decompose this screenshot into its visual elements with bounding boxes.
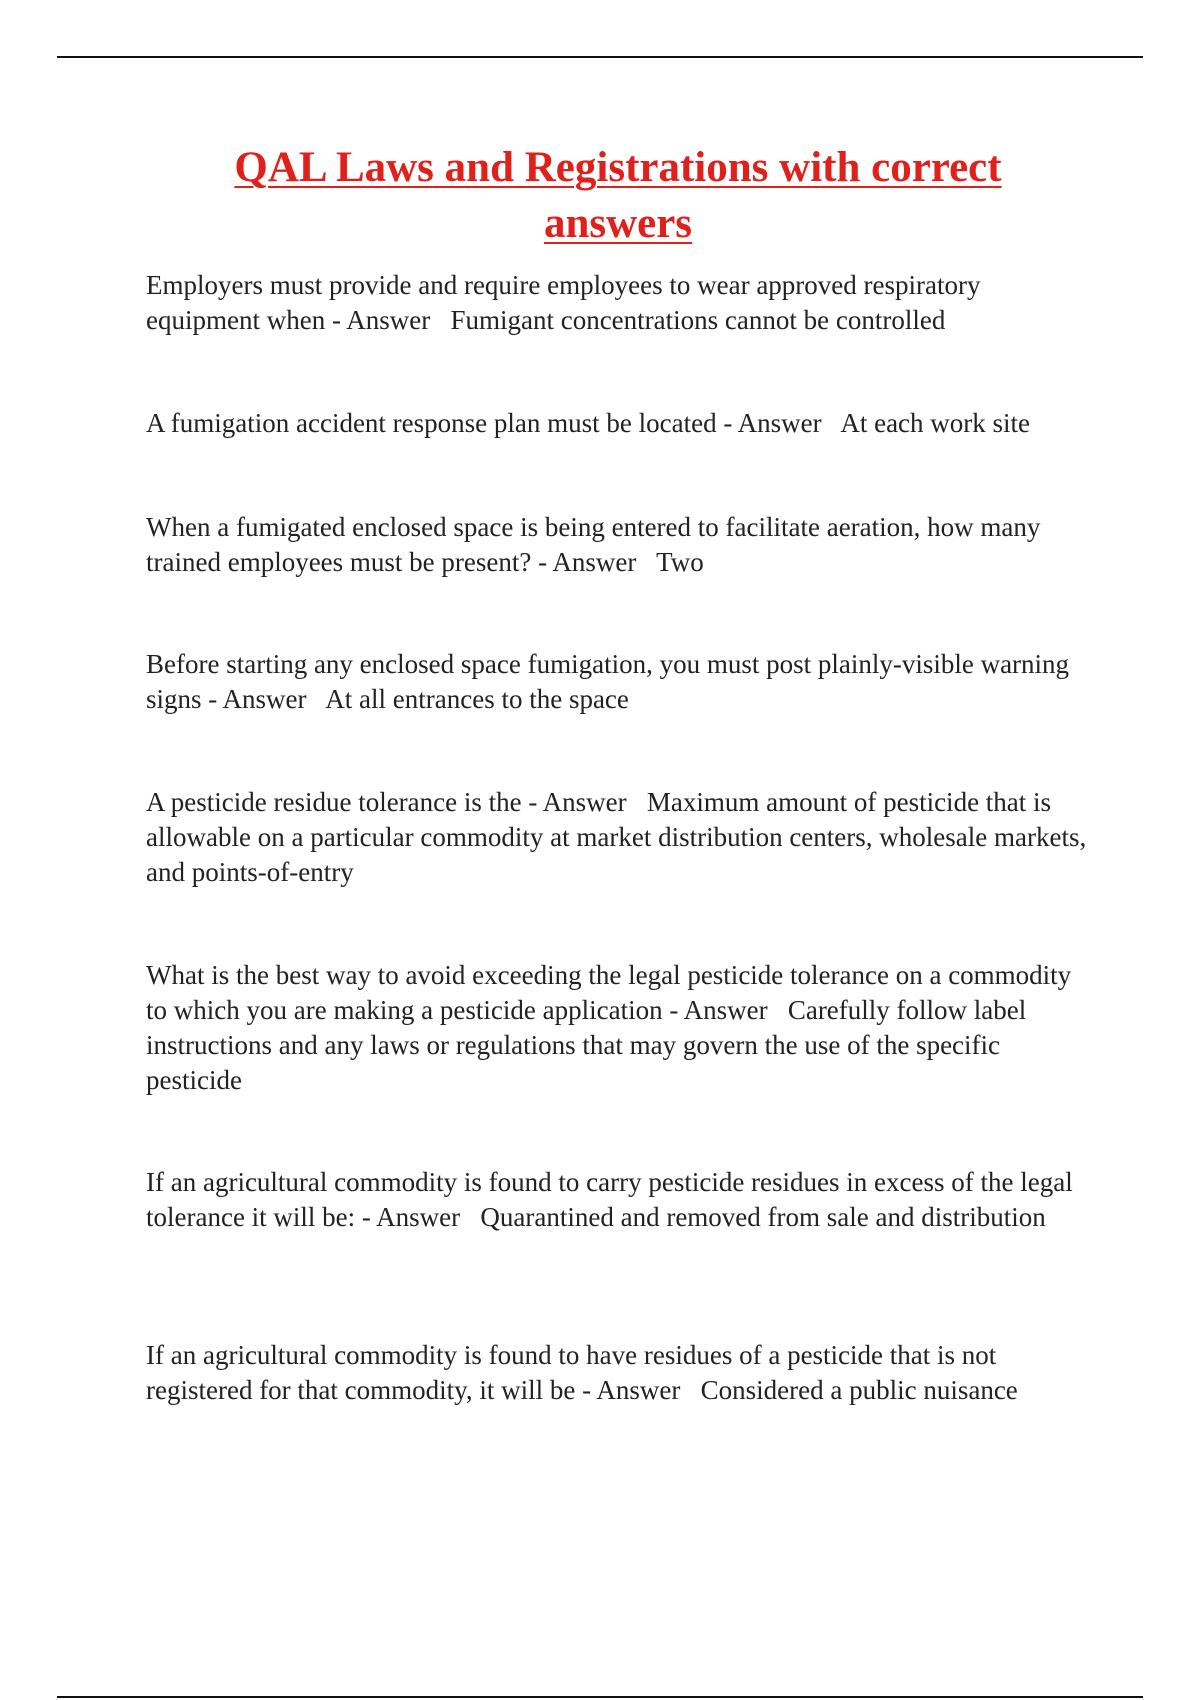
question-text: A pesticide residue tolerance is the — [146, 787, 522, 817]
answer-separator: - Answer — [716, 408, 841, 438]
answer-text: Considered a public nuisance — [700, 1375, 1018, 1405]
answer-text: Quarantined and removed from sale and distribution — [480, 1202, 1046, 1232]
answer-separator: - Answer — [662, 995, 788, 1025]
question-text: What is the best way to avoid exceeding the legal pesticide tolerance on a commodity to which you are making a pesticide application — [146, 960, 1072, 1025]
answer-separator: - Answer — [575, 1375, 701, 1405]
answer-separator: - Answer — [531, 547, 657, 577]
answer-separator: - Answer — [325, 305, 451, 335]
answer-text: At each work site — [840, 408, 1031, 438]
qa-item-5 — [146, 785, 1091, 890]
qa-item-8 — [146, 1338, 1091, 1408]
top-rule — [57, 56, 1143, 58]
qa-item-4 — [146, 647, 1091, 717]
answer-separator: - Answer — [355, 1202, 481, 1232]
question-text: Before starting any enclosed space fumigation, you must post plainly-visible warning signs — [146, 649, 1070, 714]
question-text: A fumigation accident response plan must be located — [146, 408, 717, 438]
answer-text: At all entrances to the space — [325, 684, 629, 714]
qa-item-6 — [146, 958, 1091, 1098]
question-text: If an agricultural commodity is found to carry pesticide residues in excess of the legal tolerance it will be: — [146, 1167, 1073, 1232]
answer-text: Carefully follow label instructions and any laws or regulations that may govern the use of the specific pesticide — [146, 995, 1027, 1095]
question-text: When a fumigated enclosed space is being entered to facilitate aeration, how many trained employees must be present? — [146, 512, 1041, 577]
qa-item-2 — [146, 406, 1091, 441]
answer-separator: - Answer — [521, 787, 647, 817]
answer-separator: - Answer — [201, 684, 326, 714]
question-text: Employers must provide and require employees to wear approved respiratory equipment when — [146, 270, 981, 335]
qa-item-1 — [146, 268, 1091, 338]
qa-item-3 — [146, 510, 1091, 580]
answer-text: Maximum amount of pesticide that is allowable on a particular commodity at market distribution centers, wholesale markets, and points-of-entry — [146, 787, 1087, 887]
question-text: If an agricultural commodity is found to have residues of a pesticide that is not registered for that commodity, it will be — [146, 1340, 997, 1405]
document-title: QAL Laws and Registrations with correct answers — [234, 144, 1002, 247]
answer-text: Two — [656, 547, 704, 577]
qa-item-7 — [146, 1165, 1091, 1235]
bottom-rule — [57, 1696, 1143, 1698]
answer-text: Fumigant concentrations cannot be controlled — [450, 305, 946, 335]
